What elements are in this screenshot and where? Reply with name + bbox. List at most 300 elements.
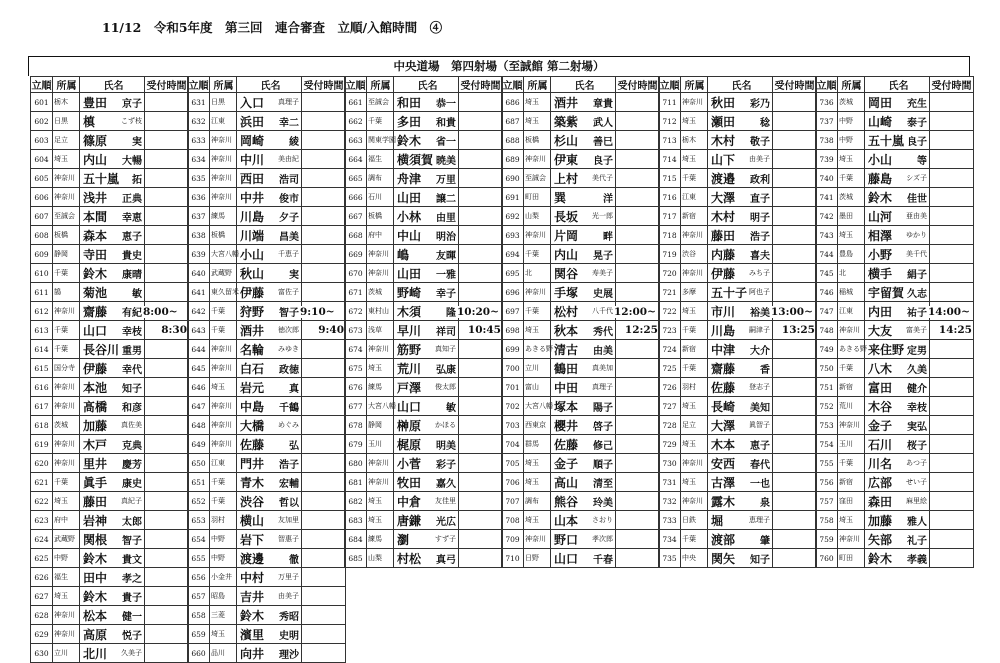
entry-last-name: 浜田 (240, 114, 265, 129)
entry-time (301, 435, 346, 453)
entry-name (393, 530, 458, 548)
entry-name (864, 359, 929, 377)
entry-number: 625 (30, 549, 52, 567)
entry-club: 千葉 (209, 302, 236, 320)
time-slot-start: 13:00~ (771, 306, 813, 318)
entry-number: 718 (658, 226, 680, 244)
entry-name (393, 207, 458, 225)
entry-club: 神奈川 (366, 245, 393, 263)
entry-name (393, 245, 458, 263)
entry-club: 千葉 (680, 321, 707, 339)
entry-club: 神奈川 (209, 169, 236, 187)
entry-time (929, 188, 974, 206)
entry-last-name: 本間 (83, 209, 108, 224)
entry-first-name: 啓子 (593, 421, 613, 433)
table-row (501, 150, 660, 169)
table-row (815, 93, 974, 112)
entry-first-name: 由美子 (749, 155, 770, 163)
entry-first-name: 万里子 (278, 573, 299, 581)
entry-last-name: 小野 (868, 247, 893, 262)
entry-last-name: 山口 (397, 399, 422, 414)
entry-last-name: 高山 (554, 475, 579, 490)
entry-time (772, 150, 817, 168)
entry-first-name: 敏 (446, 402, 456, 414)
entry-first-name: 省一 (436, 136, 456, 148)
entry-time (458, 150, 503, 168)
entry-time (301, 131, 346, 149)
entry-club: 静岡 (52, 245, 79, 263)
time-slot-end: 12:25 (624, 324, 658, 336)
entry-time (458, 264, 503, 282)
table-row (30, 131, 189, 150)
entry-name (236, 321, 301, 339)
entry-first-name: めぐみ (278, 421, 299, 429)
venue-header (28, 56, 970, 76)
entry-club: 埼玉 (837, 150, 864, 168)
entry-number: 652 (187, 492, 209, 510)
entry-name (236, 302, 301, 320)
entry-number: 705 (501, 454, 523, 472)
entry-club: 山梨 (366, 549, 393, 567)
table-row (344, 397, 503, 416)
entry-name (864, 492, 929, 510)
table-row (30, 378, 189, 397)
entry-club: 板橋 (366, 207, 393, 225)
entry-time (772, 245, 817, 263)
entry-last-name: 舟津 (397, 171, 422, 186)
entry-time (144, 150, 189, 168)
entry-club: 神奈川 (523, 283, 550, 301)
entry-first-name: 健介 (907, 383, 927, 395)
entry-club: 神奈川 (680, 492, 707, 510)
entry-last-name: 小山 (868, 152, 893, 167)
entry-time (301, 416, 346, 434)
entry-last-name: 藤田 (711, 228, 736, 243)
table-row (30, 93, 189, 112)
header-name: 氏名 (79, 77, 144, 92)
entry-number: 662 (344, 112, 366, 130)
entry-first-name: 史展 (593, 288, 613, 300)
entry-time (615, 169, 660, 187)
entry-first-name: 佳世 (907, 193, 927, 205)
column-header-row (658, 76, 817, 93)
table-row (501, 416, 660, 435)
entry-first-name: 貴史 (122, 250, 142, 262)
entry-club: 福生 (366, 150, 393, 168)
entry-club: 茨城 (837, 93, 864, 111)
entry-first-name: 政徳 (279, 364, 299, 376)
entry-number: 672 (344, 302, 366, 320)
entry-time (458, 226, 503, 244)
entry-time (301, 283, 346, 301)
table-row (30, 549, 189, 568)
entry-club: 千葉 (209, 473, 236, 491)
entry-club: 神奈川 (209, 359, 236, 377)
entry-club: 埼玉 (680, 473, 707, 491)
entry-time (301, 112, 346, 130)
table-row (658, 112, 817, 131)
entry-time (144, 207, 189, 225)
entry-name (864, 150, 929, 168)
entry-number: 611 (30, 283, 52, 301)
entry-club: 千葉 (837, 454, 864, 472)
entry-club: 新宿 (837, 473, 864, 491)
entry-first-name: 修己 (593, 440, 613, 452)
table-row (187, 473, 346, 492)
entry-club: 窪田 (837, 492, 864, 510)
table-row (30, 359, 189, 378)
entry-last-name: 松村 (554, 304, 579, 319)
entry-last-name: 松本 (83, 608, 108, 623)
table-row (187, 435, 346, 454)
entry-first-name: 桜子 (907, 440, 927, 452)
column-header-row (187, 76, 346, 93)
entry-name (864, 473, 929, 491)
entry-name (393, 340, 458, 358)
entry-time (615, 435, 660, 453)
entry-first-name: 章貴 (593, 98, 613, 110)
entry-name (864, 511, 929, 529)
table-row (187, 606, 346, 625)
table-row (501, 283, 660, 302)
entry-first-name: 由美子 (278, 592, 299, 600)
entry-number: 741 (815, 188, 837, 206)
table-row (30, 169, 189, 188)
entry-club: 東村山 (366, 302, 393, 320)
entry-first-name: 康晴 (122, 269, 142, 281)
table-row (658, 435, 817, 454)
entry-name (393, 511, 458, 529)
entry-name (79, 283, 144, 301)
header-name: 氏名 (864, 77, 929, 92)
entry-number: 681 (344, 473, 366, 491)
entry-number: 671 (344, 283, 366, 301)
entry-first-name: 徳次郎 (278, 326, 299, 334)
entry-name (393, 549, 458, 567)
entry-last-name: 齋藤 (711, 361, 736, 376)
table-row (658, 473, 817, 492)
entry-first-name: 幸枝 (122, 326, 142, 338)
entry-time (772, 131, 817, 149)
entry-last-name: 横山 (240, 513, 265, 528)
entry-first-name: 裕美 (750, 307, 770, 319)
entry-number: 743 (815, 226, 837, 244)
entry-name (79, 511, 144, 529)
entry-last-name: 野口 (554, 532, 579, 547)
entry-number: 700 (501, 359, 523, 377)
table-row (501, 169, 660, 188)
header-time: 受付時間 (144, 77, 189, 92)
entry-name (236, 283, 301, 301)
table-row (30, 644, 189, 663)
entry-club: 神奈川 (680, 454, 707, 472)
entry-number: 694 (501, 245, 523, 263)
entry-time (301, 359, 346, 377)
entry-last-name: 瀬田 (711, 114, 736, 129)
entry-time (929, 473, 974, 491)
entry-first-name: 俊太郎 (435, 383, 456, 391)
table-row (658, 530, 817, 549)
entry-name (79, 93, 144, 111)
entry-last-name: 和田 (397, 95, 422, 110)
entry-time (772, 359, 817, 377)
entry-first-name: 順子 (593, 459, 613, 471)
table-row (30, 150, 189, 169)
entry-last-name: 西田 (240, 171, 265, 186)
column-header-row (815, 76, 974, 93)
entry-first-name: 泰子 (907, 117, 927, 129)
entry-number: 728 (658, 416, 680, 434)
entry-club: 埼玉 (837, 226, 864, 244)
table-row (815, 150, 974, 169)
entry-name (707, 169, 772, 187)
table-row (501, 530, 660, 549)
entry-club: 埼玉 (52, 150, 79, 168)
entry-time (144, 112, 189, 130)
entry-first-name: 明子 (750, 212, 770, 224)
entry-last-name: 中川 (240, 152, 265, 167)
entry-first-name: 彩子 (436, 459, 456, 471)
entry-last-name: 横須賀 (397, 152, 434, 167)
entry-club: 町田 (837, 549, 864, 567)
entry-club: 埼玉 (680, 397, 707, 415)
entry-number: 645 (187, 359, 209, 377)
entry-club: 玉川 (837, 435, 864, 453)
entry-number: 638 (187, 226, 209, 244)
entry-number: 703 (501, 416, 523, 434)
entry-number: 653 (187, 511, 209, 529)
entry-first-name: 真佐美 (121, 421, 142, 429)
table-row (187, 226, 346, 245)
entry-number: 656 (187, 568, 209, 586)
entry-last-name: 鈴木 (240, 608, 265, 623)
entry-club: 石川 (366, 188, 393, 206)
entry-time (144, 435, 189, 453)
entry-name (79, 397, 144, 415)
entry-name (707, 359, 772, 377)
table-row (30, 587, 189, 606)
entry-last-name: 野崎 (397, 285, 422, 300)
entry-first-name: 雅人 (907, 516, 927, 528)
entry-first-name: 友加里 (278, 516, 299, 524)
entry-time (144, 378, 189, 396)
entry-name (707, 302, 772, 320)
header-no: 立順 (344, 77, 366, 92)
entry-club: 日鉄 (680, 511, 707, 529)
entry-number: 707 (501, 492, 523, 510)
entry-number: 682 (344, 492, 366, 510)
entry-club: 神奈川 (209, 340, 236, 358)
entry-first-name: 直子 (750, 193, 770, 205)
entry-club: 北 (523, 264, 550, 282)
entry-last-name: 清古 (554, 342, 579, 357)
entry-club: 玉川 (366, 435, 393, 453)
entry-last-name: 牧田 (397, 475, 422, 490)
entry-club: 千葉 (52, 473, 79, 491)
entry-number: 637 (187, 207, 209, 225)
entry-last-name: 小林 (397, 209, 422, 224)
entry-first-name: 太郎 (122, 516, 142, 528)
entry-last-name: 山下 (711, 152, 736, 167)
entry-name (236, 226, 301, 244)
entry-club: 羽村 (209, 511, 236, 529)
entry-name (393, 321, 458, 339)
table-row (344, 359, 503, 378)
entry-number: 695 (501, 264, 523, 282)
table-row (187, 283, 346, 302)
entry-club: 至誠会 (366, 93, 393, 111)
entry-number: 693 (501, 226, 523, 244)
entry-number: 605 (30, 169, 52, 187)
table-row (658, 226, 817, 245)
entry-time (772, 207, 817, 225)
entry-last-name: 内山 (83, 152, 108, 167)
venue-title: 中央道場 第四射場（至誠館 第二射場） (393, 59, 605, 73)
entry-time (772, 454, 817, 472)
entry-first-name: 眞智子 (749, 421, 770, 429)
entry-last-name: 髙橋 (83, 399, 108, 414)
entry-first-name: 宏輔 (279, 478, 299, 490)
entry-last-name: 内田 (868, 304, 893, 319)
entry-first-name: 富佐子 (278, 288, 299, 296)
entry-club: 埼玉 (837, 511, 864, 529)
entry-first-name: 隆 (446, 307, 456, 319)
entry-first-name: 拓 (132, 174, 142, 186)
entry-club: 神奈川 (52, 625, 79, 643)
entry-first-name: 美千代 (906, 250, 927, 258)
entry-last-name: 木須 (397, 304, 422, 319)
entry-club: 中央 (680, 549, 707, 567)
entry-last-name: 鈴木 (397, 133, 422, 148)
entry-number: 666 (344, 188, 366, 206)
table-row (815, 112, 974, 131)
entry-name (707, 150, 772, 168)
table-row (30, 435, 189, 454)
entry-time (772, 511, 817, 529)
table-row (658, 397, 817, 416)
entry-club: 埼玉 (523, 112, 550, 130)
entry-last-name: 向井 (240, 646, 265, 661)
entry-time (144, 492, 189, 510)
table-row (658, 454, 817, 473)
entry-last-name: 田中 (83, 570, 108, 585)
entry-first-name: 久志 (907, 288, 927, 300)
schedule-section (501, 76, 660, 568)
entry-first-name: 敬子 (750, 136, 770, 148)
entry-club: 千葉 (680, 169, 707, 187)
entry-time (772, 435, 817, 453)
entry-first-name: 恵子 (122, 231, 142, 243)
table-row (187, 264, 346, 283)
entry-club: 新宿 (680, 207, 707, 225)
entry-last-name: 伊藤 (711, 266, 736, 281)
table-row (344, 264, 503, 283)
entry-first-name: 良子 (907, 136, 927, 148)
entry-number: 745 (815, 264, 837, 282)
entry-last-name: 渋谷 (240, 494, 265, 509)
entry-last-name: 来住野 (868, 342, 905, 357)
entry-name (79, 150, 144, 168)
entry-last-name: 佐藤 (240, 437, 265, 452)
entry-number: 729 (658, 435, 680, 453)
entry-number: 751 (815, 378, 837, 396)
table-row (815, 169, 974, 188)
entry-name (550, 207, 615, 225)
entry-name (550, 359, 615, 377)
schedule-section (815, 76, 974, 568)
entry-name (79, 492, 144, 510)
entry-name (79, 359, 144, 377)
entry-time (615, 93, 660, 111)
entry-time (929, 511, 974, 529)
entry-name (236, 131, 301, 149)
table-row (30, 207, 189, 226)
entry-number: 738 (815, 131, 837, 149)
header-club: 所属 (366, 77, 393, 92)
entry-time (929, 454, 974, 472)
entry-number: 615 (30, 359, 52, 377)
entry-name (707, 549, 772, 567)
entry-first-name: 浩子 (750, 231, 770, 243)
table-row (501, 93, 660, 112)
entry-number: 706 (501, 473, 523, 491)
table-row (815, 492, 974, 511)
entry-first-name: 友暉 (436, 250, 456, 262)
entry-first-name: 祥司 (436, 326, 456, 338)
entry-club: 神奈川 (209, 397, 236, 415)
entry-time (615, 131, 660, 149)
entry-last-name: 佐藤 (554, 437, 579, 452)
entry-first-name: 由里 (436, 212, 456, 224)
entry-name (707, 530, 772, 548)
entry-name (550, 321, 615, 339)
entry-first-name: 登志子 (749, 383, 770, 391)
entry-number: 604 (30, 150, 52, 168)
entry-last-name: 渡部 (711, 532, 736, 547)
entry-number: 601 (30, 93, 52, 111)
entry-club: 埼玉 (209, 625, 236, 643)
entry-name (550, 549, 615, 567)
table-row (344, 188, 503, 207)
entry-time (301, 340, 346, 358)
entry-club: 日野 (523, 549, 550, 567)
entry-time (929, 530, 974, 548)
entry-club: 埼玉 (680, 302, 707, 320)
entry-last-name: 筋野 (397, 342, 422, 357)
entry-first-name: 真 (289, 383, 299, 395)
entry-first-name: 幸恵 (122, 212, 142, 224)
entry-club: 神奈川 (52, 302, 79, 320)
header-name: 氏名 (550, 77, 615, 92)
entry-last-name: 露木 (711, 494, 736, 509)
entry-first-name: 慶芳 (122, 459, 142, 471)
entry-time (929, 264, 974, 282)
entry-number: 749 (815, 340, 837, 358)
entry-first-name: 実弘 (907, 421, 927, 433)
entry-last-name: 古澤 (711, 475, 736, 490)
entry-last-name: 手塚 (554, 285, 579, 300)
entry-last-name: 木村 (711, 209, 736, 224)
entry-number: 757 (815, 492, 837, 510)
table-row (815, 226, 974, 245)
entry-club: 浅草 (366, 321, 393, 339)
entry-club: 埼玉 (366, 359, 393, 377)
entry-time (458, 511, 503, 529)
entry-number: 654 (187, 530, 209, 548)
header-name: 氏名 (236, 77, 301, 92)
entry-club: 神奈川 (52, 378, 79, 396)
entry-club: 埼玉 (366, 492, 393, 510)
